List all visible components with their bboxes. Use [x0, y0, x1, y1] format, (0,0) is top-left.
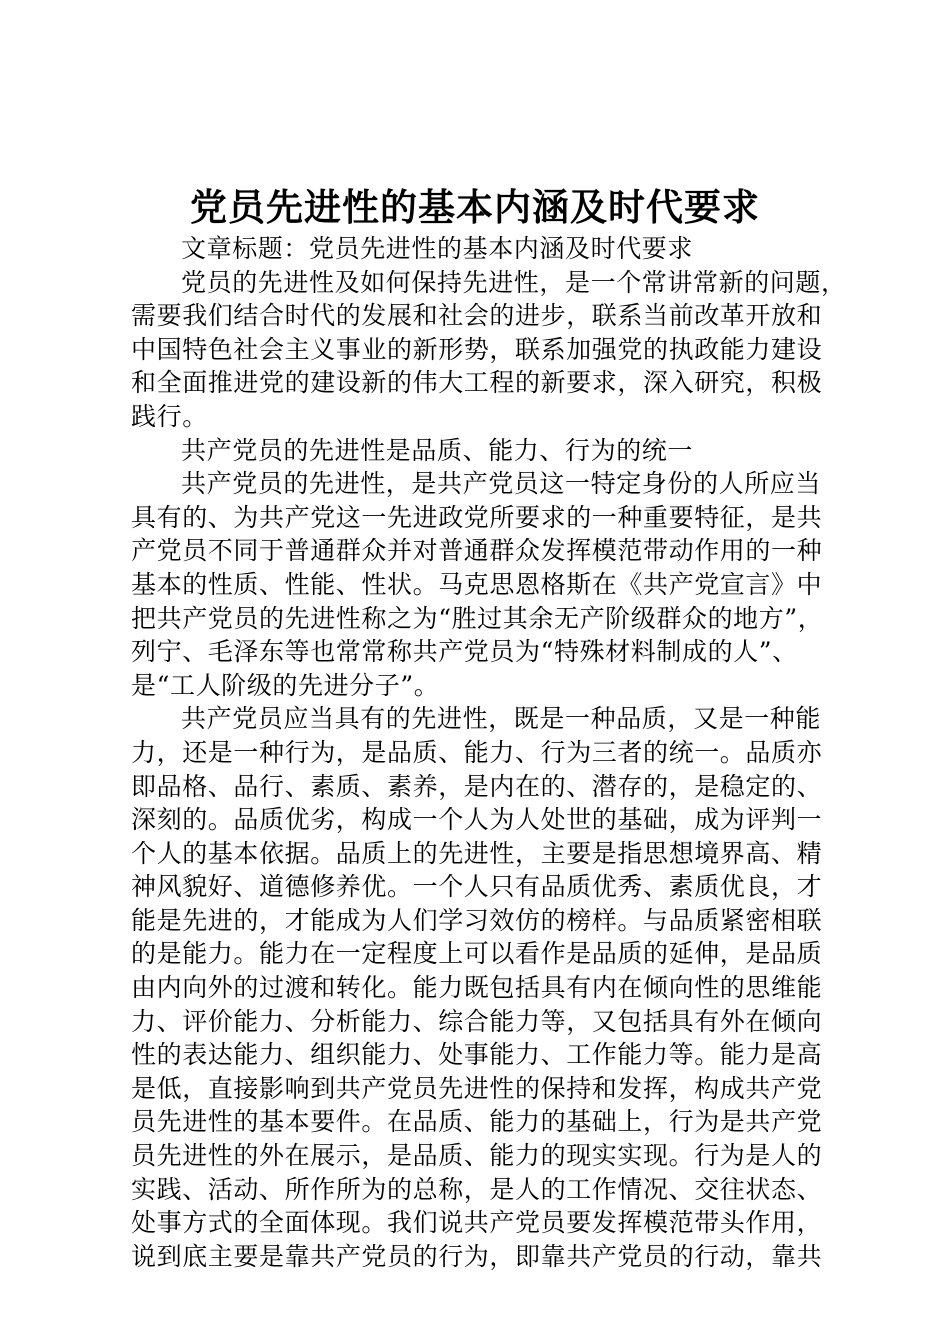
text-line: 由内向外的过渡和转化。能力既包括具有内在倾向性的思维能 [131, 973, 823, 1003]
text-line: 具有的、为共产党这一先进政党所要求的一种重要特征，是共 [131, 502, 823, 532]
text-line: 员先进性的基本要件。在品质、能力的基础上，行为是共产党 [131, 1107, 823, 1137]
text-line: 和全面推进党的建设新的伟大工程的新要求，深入研究，积极 [131, 368, 823, 398]
text-line: 能是先进的，才能成为人们学习效仿的榜样。与品质紧密相联 [131, 905, 823, 935]
text-line: 个人的基本依据。品质上的先进性，主要是指思想境界高、精 [131, 838, 823, 868]
text-line: 共产党员的先进性是品质、能力、行为的统一 [181, 435, 694, 465]
text-line: 性的表达能力、组织能力、处事能力、工作能力等。能力是高 [131, 1040, 823, 1070]
text-line: 需要我们结合时代的发展和社会的进步，联系当前改革开放和 [131, 301, 823, 331]
text-line: 即品格、品行、素质、素养，是内在的、潜存的，是稳定的、 [131, 771, 823, 801]
text-line: 中国特色社会主义事业的新形势，联系加强党的执政能力建设 [131, 334, 823, 364]
text-line: 的是能力。能力在一定程度上可以看作是品质的延伸，是品质 [131, 939, 823, 969]
text-line: 实践、活动、所作所为的总称，是人的工作情况、交往状态、 [131, 1174, 823, 1204]
text-line: 是“工人阶级的先进分子”。 [131, 670, 440, 700]
text-line: 党员的先进性及如何保持先进性，是一个常讲常新的问题， [181, 267, 847, 297]
text-line: 列宁、毛泽东等也常常称共产党员为“特殊材料制成的人”、 [131, 637, 798, 667]
text-line: 基本的性质、性能、性状。马克思恩格斯在《共产党宣言》中 [131, 569, 823, 599]
text-line: 力、评价能力、分析能力、综合能力等，又包括具有外在倾向 [131, 1006, 823, 1036]
document-title: 党员先进性的基本内涵及时代要求 [190, 186, 760, 229]
document-body [131, 232, 847, 1273]
text-line: 员先进性的外在展示，是品质、能力的现实实现。行为是人的 [131, 1141, 823, 1171]
text-line: 文章标题：党员先进性的基本内涵及时代要求 [181, 234, 694, 263]
text-line: 产党员不同于普通群众并对普通群众发挥模范带动作用的一种 [131, 536, 823, 566]
text-line: 神风貌好、道德修养优。一个人只有品质优秀、素质优良，才 [131, 872, 823, 902]
text-line: 是低，直接影响到共产党员先进性的保持和发挥，构成共产党 [131, 1073, 823, 1103]
text-line: 共产党员应当具有的先进性，既是一种品质，又是一种能 [181, 704, 822, 734]
text-line: 力，还是一种行为，是品质、能力、行为三者的统一。品质亦 [131, 737, 823, 767]
text-line: 处事方式的全面体现。我们说共产党员要发挥模范带头作用， [131, 1208, 823, 1238]
text-line: 说到底主要是靠共产党员的行为，即靠共产党员的行动，靠共 [131, 1241, 823, 1271]
text-line: 深刻的。品质优劣，构成一个人为人处世的基础，成为评判一 [131, 805, 823, 835]
text-line: 践行。 [131, 401, 208, 431]
text-line: 把共产党员的先进性称之为“胜过其余无产阶级群众的地方”， [131, 603, 824, 633]
text-line: 共产党员的先进性，是共产党员这一特定身份的人所应当 [181, 469, 822, 499]
